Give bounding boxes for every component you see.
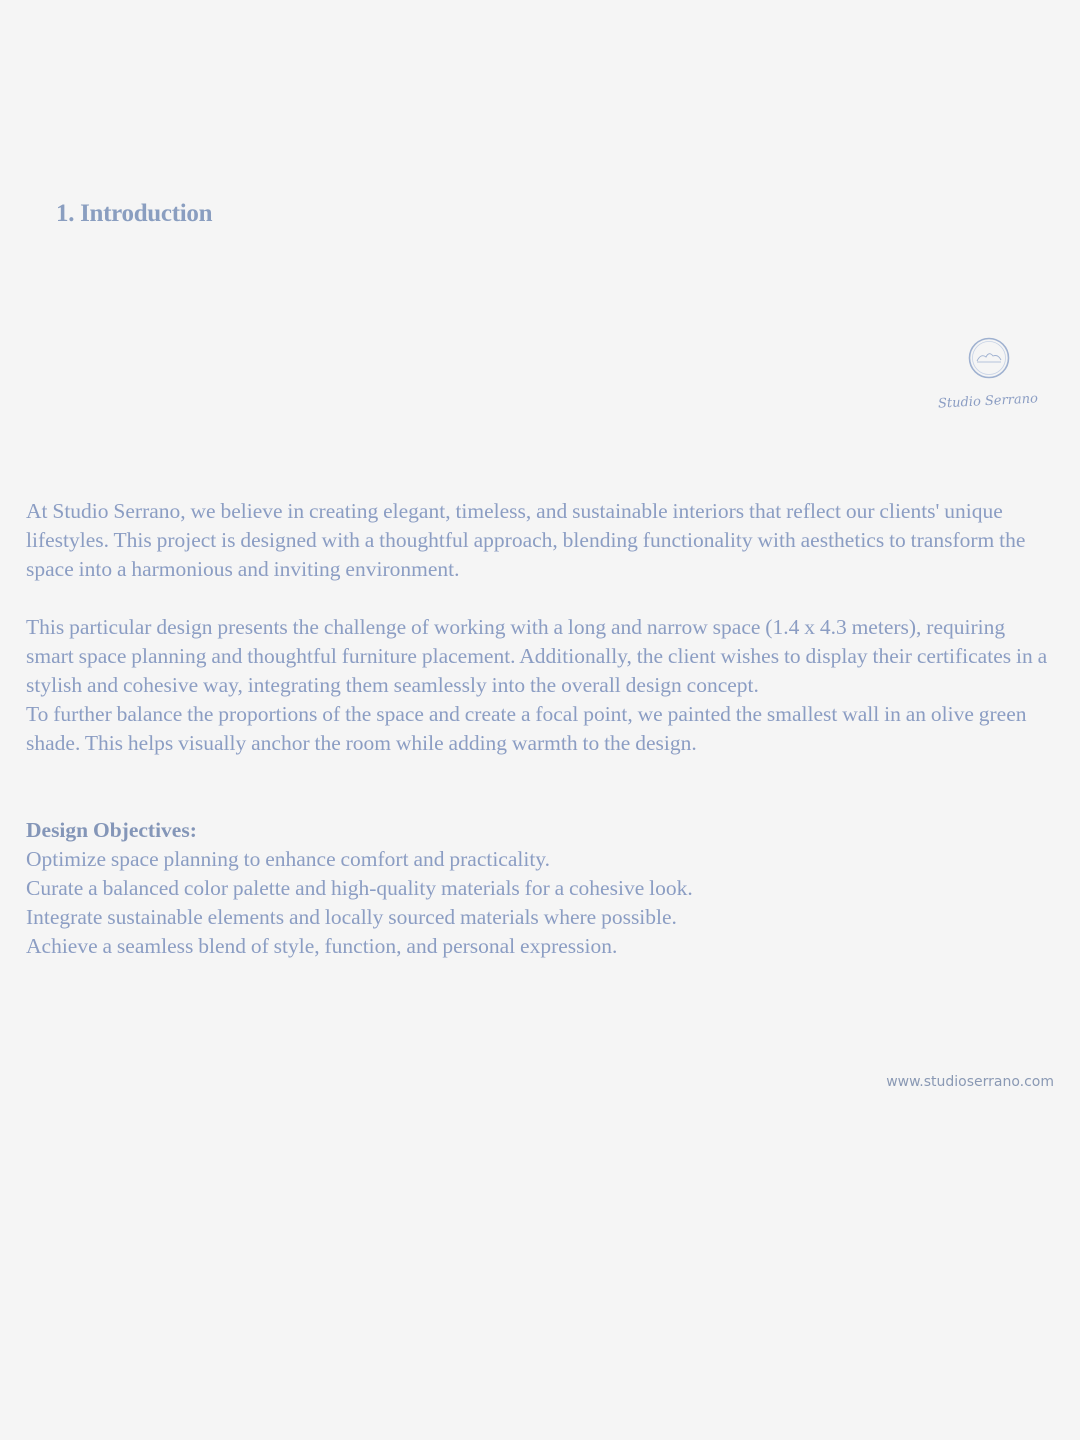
objective-item: Optimize space planning to enhance comfort and practicality.	[26, 847, 551, 871]
objective-item: Integrate sustainable elements and locally sourced materials where possible.	[26, 905, 677, 929]
logo-wordmark: Studio Serrano	[938, 391, 1038, 412]
introduction-body	[26, 497, 1056, 961]
intro-paragraph: At Studio Serrano, we believe in creating elegant, timeless, and sustainable interiors that reflect our clients' unique lifestyles. This project is designed with a thoughtful approach, blending functionality with aesthetics to transform the space into a harmonious and inviting environment.	[26, 499, 1026, 581]
objective-item: Achieve a seamless blend of style, function, and personal expression.	[26, 934, 618, 958]
intro-paragraph: This particular design presents the challenge of working with a long and narrow space (1.4 x 4.3 meters), requiring smart space planning and thoughtful furniture placement. Additionally, the client wishes to display their certificates in a stylish and cohesive way, integrating them seamlessly into the overall design concept.	[26, 615, 1048, 697]
website-url: www.studioserrano.com	[886, 1074, 1054, 1090]
studio-logo-icon	[938, 336, 1038, 416]
objective-item: Curate a balanced color palette and high-quality materials for a cohesive look.	[26, 876, 693, 900]
section-title: 1. Introduction	[56, 200, 213, 227]
objectives-heading: Design Objectives:	[26, 818, 197, 842]
intro-paragraph: To further balance the proportions of the space and create a focal point, we painted the smallest wall in an olive green shade. This helps visually anchor the room while adding warmth to the design.	[26, 702, 1027, 755]
studio-logo	[938, 336, 1038, 416]
